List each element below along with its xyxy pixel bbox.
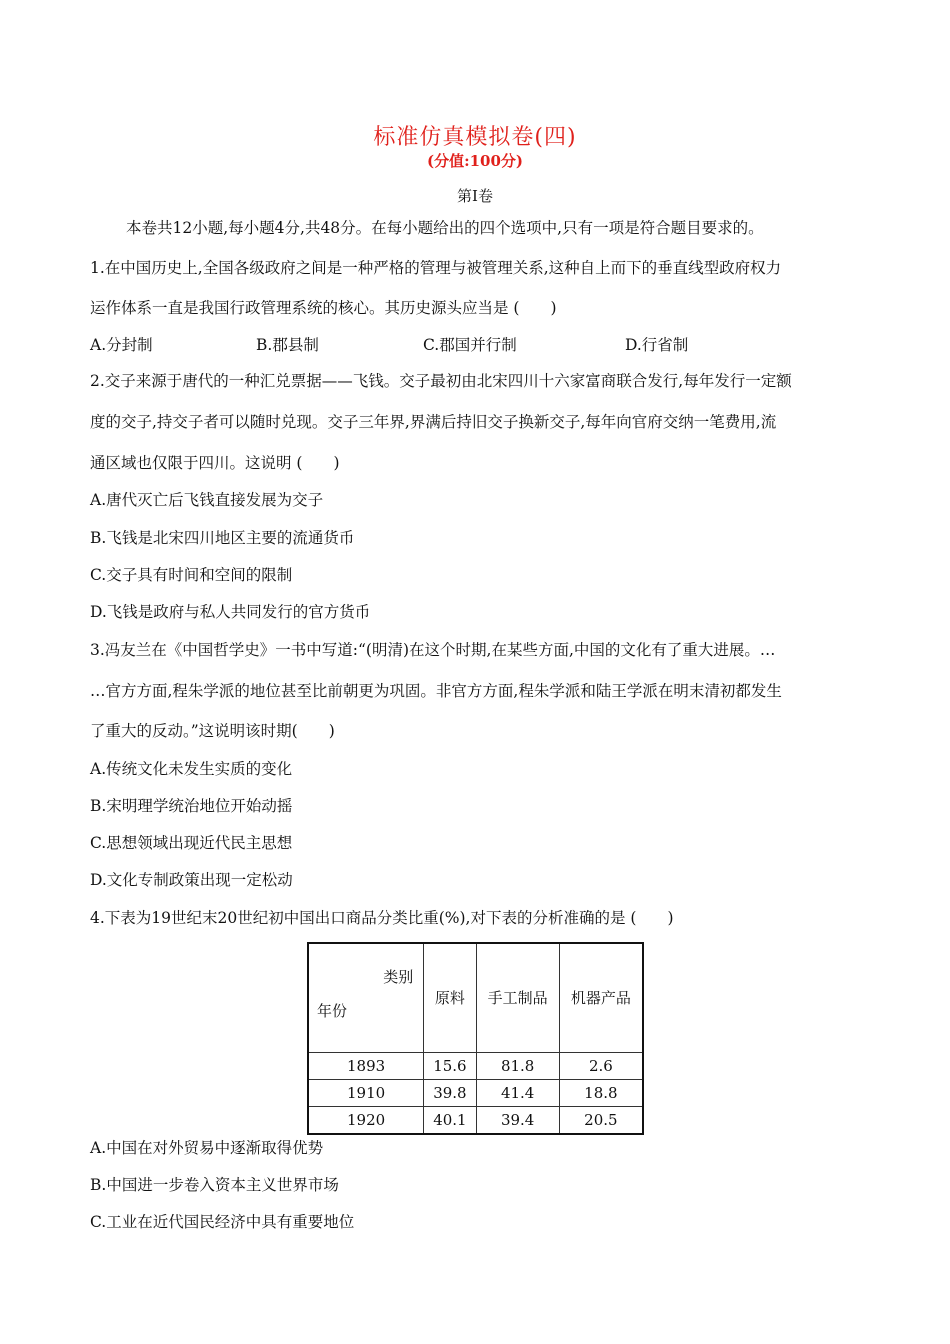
exam-score: (分值:100分) <box>426 152 524 170</box>
table-cell: 1893 <box>308 1052 424 1079</box>
exam-title: 标准仿真模拟卷(四) <box>373 125 577 150</box>
table-cell: 40.1 <box>424 1106 476 1134</box>
q2-stem-line3: 通区域也仅限于四川。这说明 ( ) <box>90 454 340 472</box>
q1-options <box>90 333 810 353</box>
corner-year-label: 年份 <box>317 1002 348 1021</box>
q2-option-d[interactable]: D.飞钱是政府与私人共同发行的官方货币 <box>90 603 371 621</box>
q1-stem-line2: 运作体系一直是我国行政管理系统的核心。其历史源头应当是 ( ) <box>90 299 557 317</box>
table-cell: 81.8 <box>476 1052 559 1079</box>
q2-stem-line2: 度的交子,持交子者可以随时兑现。交子三年界,界满后持旧交子换新交子,每年向官府交纳一笔费用,流 <box>90 413 777 431</box>
table-cell: 39.4 <box>476 1106 559 1134</box>
section-instructions: 本卷共12小题,每小题4分,共48分。在每小题给出的四个选项中,只有一项是符合题目要求的。 <box>126 219 764 237</box>
q3-stem-line1: 3.冯友兰在《中国哲学史》一书中写道:“(明清)在这个时期,在某些方面,中国的文化有了重大进展。… <box>90 641 776 659</box>
q3-stem-line3: 了重大的反动。”这说明该时期( ) <box>90 722 335 740</box>
table-header-cell: 手工制品 <box>476 943 559 1052</box>
q3-option-a[interactable]: A.传统文化未发生实质的变化 <box>90 760 293 778</box>
q1-option-a[interactable]: A.分封制 <box>90 336 153 354</box>
q3-option-b[interactable]: B.宋明理学统治地位开始动摇 <box>90 797 293 815</box>
q3-stem-line2: …官方方面,程朱学派的地位甚至比前朝更为巩固。非官方方面,程朱学派和陆王学派在明末清初都发生 <box>90 682 782 700</box>
q3-option-d[interactable]: D.文化专制政策出现一定松动 <box>90 871 293 889</box>
q4-stem-line1: 4.下表为19世纪末20世纪初中国出口商品分类比重(%),对下表的分析准确的是 ( ) <box>90 909 674 927</box>
table-cell: 1910 <box>308 1079 424 1106</box>
table-cell: 2.6 <box>559 1052 643 1079</box>
table-row <box>308 1106 643 1134</box>
table-header-cell: 原料 <box>424 943 476 1052</box>
table-cell: 20.5 <box>559 1106 643 1134</box>
table-row <box>308 1079 643 1106</box>
q4-option-c[interactable]: C.工业在近代国民经济中具有重要地位 <box>90 1213 355 1231</box>
q2-stem-line1: 2.交子来源于唐代的一种汇兑票据——飞钱。交子最初由北宋四川十六家富商联合发行,每年发行一定额 <box>90 372 792 390</box>
table-header-cell: 机器产品 <box>559 943 643 1052</box>
q1-option-b[interactable]: B.郡县制 <box>256 336 319 354</box>
table-cell: 41.4 <box>476 1079 559 1106</box>
export-share-table <box>307 942 644 1135</box>
table-corner-cell <box>308 943 424 1052</box>
q4-option-a[interactable]: A.中国在对外贸易中逐渐取得优势 <box>90 1139 324 1157</box>
q1-stem-line1: 1.在中国历史上,全国各级政府之间是一种严格的管理与被管理关系,这种自上而下的垂直线型政府权力 <box>90 259 782 277</box>
table-header-row <box>308 943 643 1052</box>
q2-option-b[interactable]: B.飞钱是北宋四川地区主要的流通货币 <box>90 529 355 547</box>
corner-category-label: 类别 <box>383 968 414 987</box>
table-row <box>308 1052 643 1079</box>
table-cell: 39.8 <box>424 1079 476 1106</box>
q1-option-d[interactable]: D.行省制 <box>625 336 689 354</box>
table-cell: 15.6 <box>424 1052 476 1079</box>
q2-option-a[interactable]: A.唐代灭亡后飞钱直接发展为交子 <box>90 491 324 509</box>
q2-option-c[interactable]: C.交子具有时间和空间的限制 <box>90 566 293 584</box>
table-cell: 1920 <box>308 1106 424 1134</box>
q4-option-b[interactable]: B.中国进一步卷入资本主义世界市场 <box>90 1176 339 1194</box>
part-heading: 第Ⅰ卷 <box>457 187 493 205</box>
q1-option-c[interactable]: C.郡国并行制 <box>423 336 517 354</box>
table-cell: 18.8 <box>559 1079 643 1106</box>
q3-option-c[interactable]: C.思想领域出现近代民主思想 <box>90 834 293 852</box>
